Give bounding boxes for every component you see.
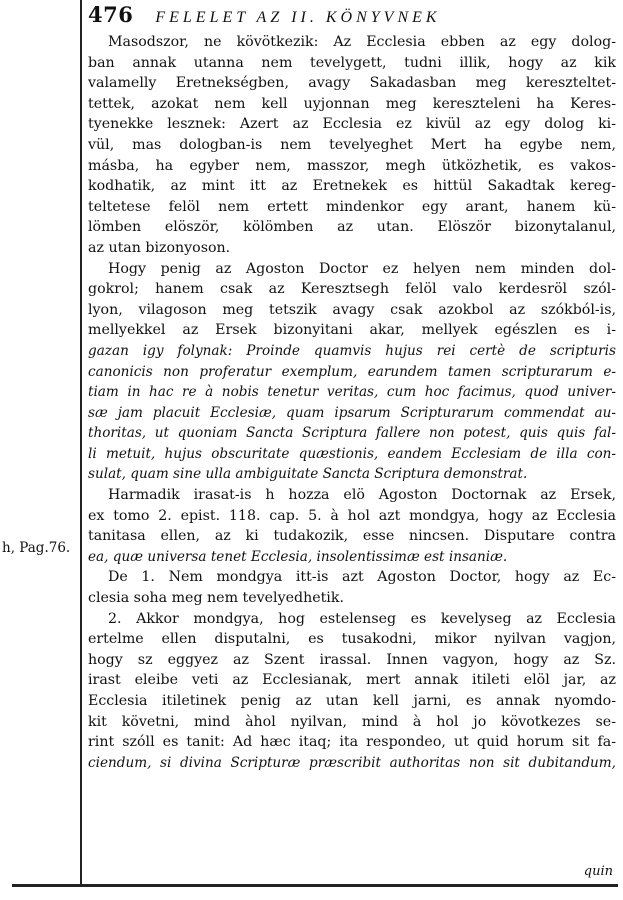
text-line: kit követni, mind àhol nyilvan, mind à hol jo kövotkezes se- [88,713,616,730]
text-line: Ecclesia itiletinek penig az utan kell jarni, es annak nyomdo- [88,693,616,709]
page-header [88,2,618,30]
text-line: gazan igy folynak: Proinde quamvis hujus rei certè de scripturis [88,342,616,359]
running-head: FELELET AZ II. KÖNYVNEK [155,9,441,26]
text-line: thoritas, ut quoniam Sancta Scriptura fallere non potest, quis quis fal- [88,425,616,442]
text-line: valamelly Eretnekségben, avagy Sakadasban meg kereszteltet- [88,75,616,92]
text-line: Masodszor, ne kövötkezik: Az Ecclesia ebben az egy dolog- [108,34,616,50]
text-line: ex tomo 2. epist. 118. cap. 5. à hol azt mondgya, hogy az Ecclesia [88,507,616,524]
text-line: De 1. Nem mondgya itt-is azt Agoston Doctor, hogy az Ec- [108,569,616,586]
text-line: másba, ha egyber nem, masszor, megh ütközhetik, es vakos- [88,157,616,174]
text-line: mellyekkel az Ersek bizonyitani akar, mellyek egészlen es i- [88,322,616,339]
text-line: irast eleibe veti az Ecclesianak, mert annak itileti elöl jar, az [88,672,616,689]
bottom-rule [12,884,618,887]
text-line: gokrol; hanem csak az Keresztsegh felöl valo kerdesröl szól- [88,281,616,298]
text-line: sæ jam placuit Ecclesiæ, quam ipsarum Scripturarum commendat au- [88,404,616,421]
margin-note: h, Pag.76. [2,540,71,556]
text-line: lyon, vilagoson meg tetszik avagy csak azokbol az szókból-is, [88,301,616,318]
text-line: tanitasa ellen, az ki tudakozik, esse nincsen. Disputare contra [88,528,616,545]
text-line: kodhatik, az mint itt az Eretnekek es hittül Sakadtak kereg- [88,178,616,195]
body-text [88,32,616,773]
text-line: vül, mas dologban-is nem tevelyeghet Mert ha egybe nem, [88,136,616,153]
catchword: quin [583,864,613,879]
text-line: ertelme ellen disputalni, es tusakodni, mikor nyilvan vagjon, [88,631,616,648]
text-line: rint szóll es tanit: Ad hæc itaq; ita respondeo, ut quid horum sit fa- [88,734,616,751]
text-line: lömben elöször, kölömben az utan. Elöször bizonytalanul, [88,219,616,236]
text-line: Hogy penig az Agoston Doctor ez helyen nem minden dol- [108,260,616,277]
text-line: ea, quæ universa tenet Ecclesia, insolentissimæ est insaniæ. [88,548,508,565]
text-line: canonicis non proferatur exemplum, earundem tamen scripturarum e- [88,363,616,380]
text-line: 2. Akkor mondgya, hog estelenseg es kevelyseg az Ecclesia [108,610,616,627]
page-number: 476 [88,2,134,27]
text-line: teltetese felöl nem ertett mindenkor egy arant, hanem kü- [88,198,616,215]
text-line: hogy sz eggyez az Szent irassal. Innen vagyon, hogy az Sz. [88,651,616,668]
text-line: az utan bizonyoson. [88,239,231,256]
text-line: tiam in hac re à nobis tenetur veritas, cum hoc facimus, quod univer- [88,384,616,401]
text-line: tyenekke lesznek: Azert az Ecclesia ez kivül az egy dolog ki- [88,116,616,133]
left-margin-rule [80,0,82,885]
text-line: clesia soha meg nem tevelyedhetik. [88,590,344,607]
text-line: tettek, azokat nem kell uyjonnan meg kereszteleni ha Keres- [88,95,616,112]
text-line: sulat, quam sine ulla ambiguitate Sancta Scriptura demonstrat. [88,466,528,483]
text-line: Harmadik irasat-is h hozza elö Agoston Doctornak az Ersek, [108,487,616,504]
text-line: ciendum, si divina Scripturæ præscribit authoritas non sit dubitandum, [88,754,616,771]
text-line: li metuit, hujus obscuritate quæstionis, eandem Ecclesiam de illa con- [88,445,616,462]
text-line: ban annak utanna nem tevelygett, tudni illik, hogy az kik [88,54,616,71]
